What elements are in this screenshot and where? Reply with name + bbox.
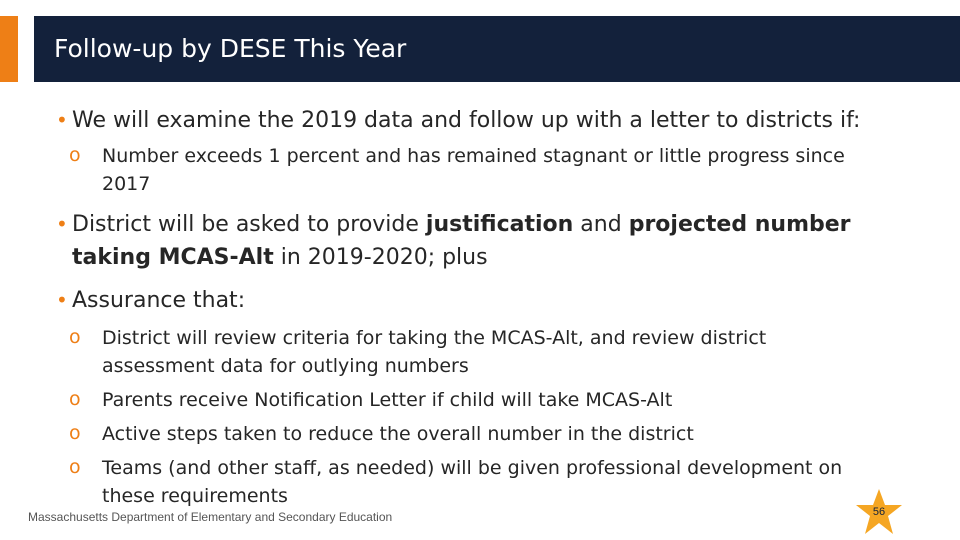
sub-bullet-line: Parents receive Notification Letter if child will take MCAS-Alt	[102, 389, 673, 411]
bold-projected-number: projected number	[628, 212, 851, 237]
bullet-text: in 2019-2020; plus	[273, 245, 488, 270]
bullet-text: We will examine the 2019 data and follow up with a letter to districts if:	[72, 108, 861, 133]
sub-bullet-line: Active steps taken to reduce the overall number in the district	[102, 423, 694, 445]
sub-bullet-teams	[69, 454, 843, 510]
sub-bullet-line: Teams (and other staff, as needed) will be given professional development on	[102, 457, 843, 479]
sub-bullet-active-steps	[69, 420, 694, 448]
sub-bullet-marker: o	[69, 326, 81, 348]
bold-taking-mcas-alt: taking MCAS-Alt	[72, 245, 274, 270]
sub-bullet-line: Number exceeds 1 percent and has remained stagnant or little progress since	[102, 145, 845, 167]
bullet-marker: •	[56, 212, 68, 236]
sub-bullet-line: these requirements	[102, 485, 288, 507]
bullet-marker: •	[56, 288, 68, 312]
footer-organization: Massachusetts Department of Elementary and Secondary Education	[28, 510, 393, 524]
sub-bullet-line: 2017	[102, 173, 151, 195]
bold-justification: justification	[425, 212, 574, 237]
sub-bullet-marker: o	[69, 144, 81, 166]
slide-title: Follow-up by DESE This Year	[54, 34, 407, 63]
sub-bullet-number-exceeds	[69, 142, 845, 198]
sub-bullet-marker: o	[69, 456, 81, 478]
sub-bullet-line: District will review criteria for taking the MCAS-Alt, and review district	[102, 327, 767, 349]
sub-bullet-marker: o	[69, 388, 81, 410]
bullet-text: and	[573, 212, 629, 237]
bullet-examine	[56, 104, 861, 137]
bullet-assurance	[56, 284, 246, 317]
bullet-justification	[56, 208, 851, 274]
bullet-text: District will be asked to provide	[72, 212, 426, 237]
page-number: 56	[872, 506, 886, 518]
bullet-marker: •	[56, 108, 68, 132]
bullet-text: Assurance that:	[72, 288, 246, 313]
sub-bullet-marker: o	[69, 422, 81, 444]
sub-bullet-review-criteria	[69, 324, 767, 380]
sub-bullet-notification-letter	[69, 386, 673, 414]
sub-bullet-line: assessment data for outlying numbers	[102, 355, 469, 377]
